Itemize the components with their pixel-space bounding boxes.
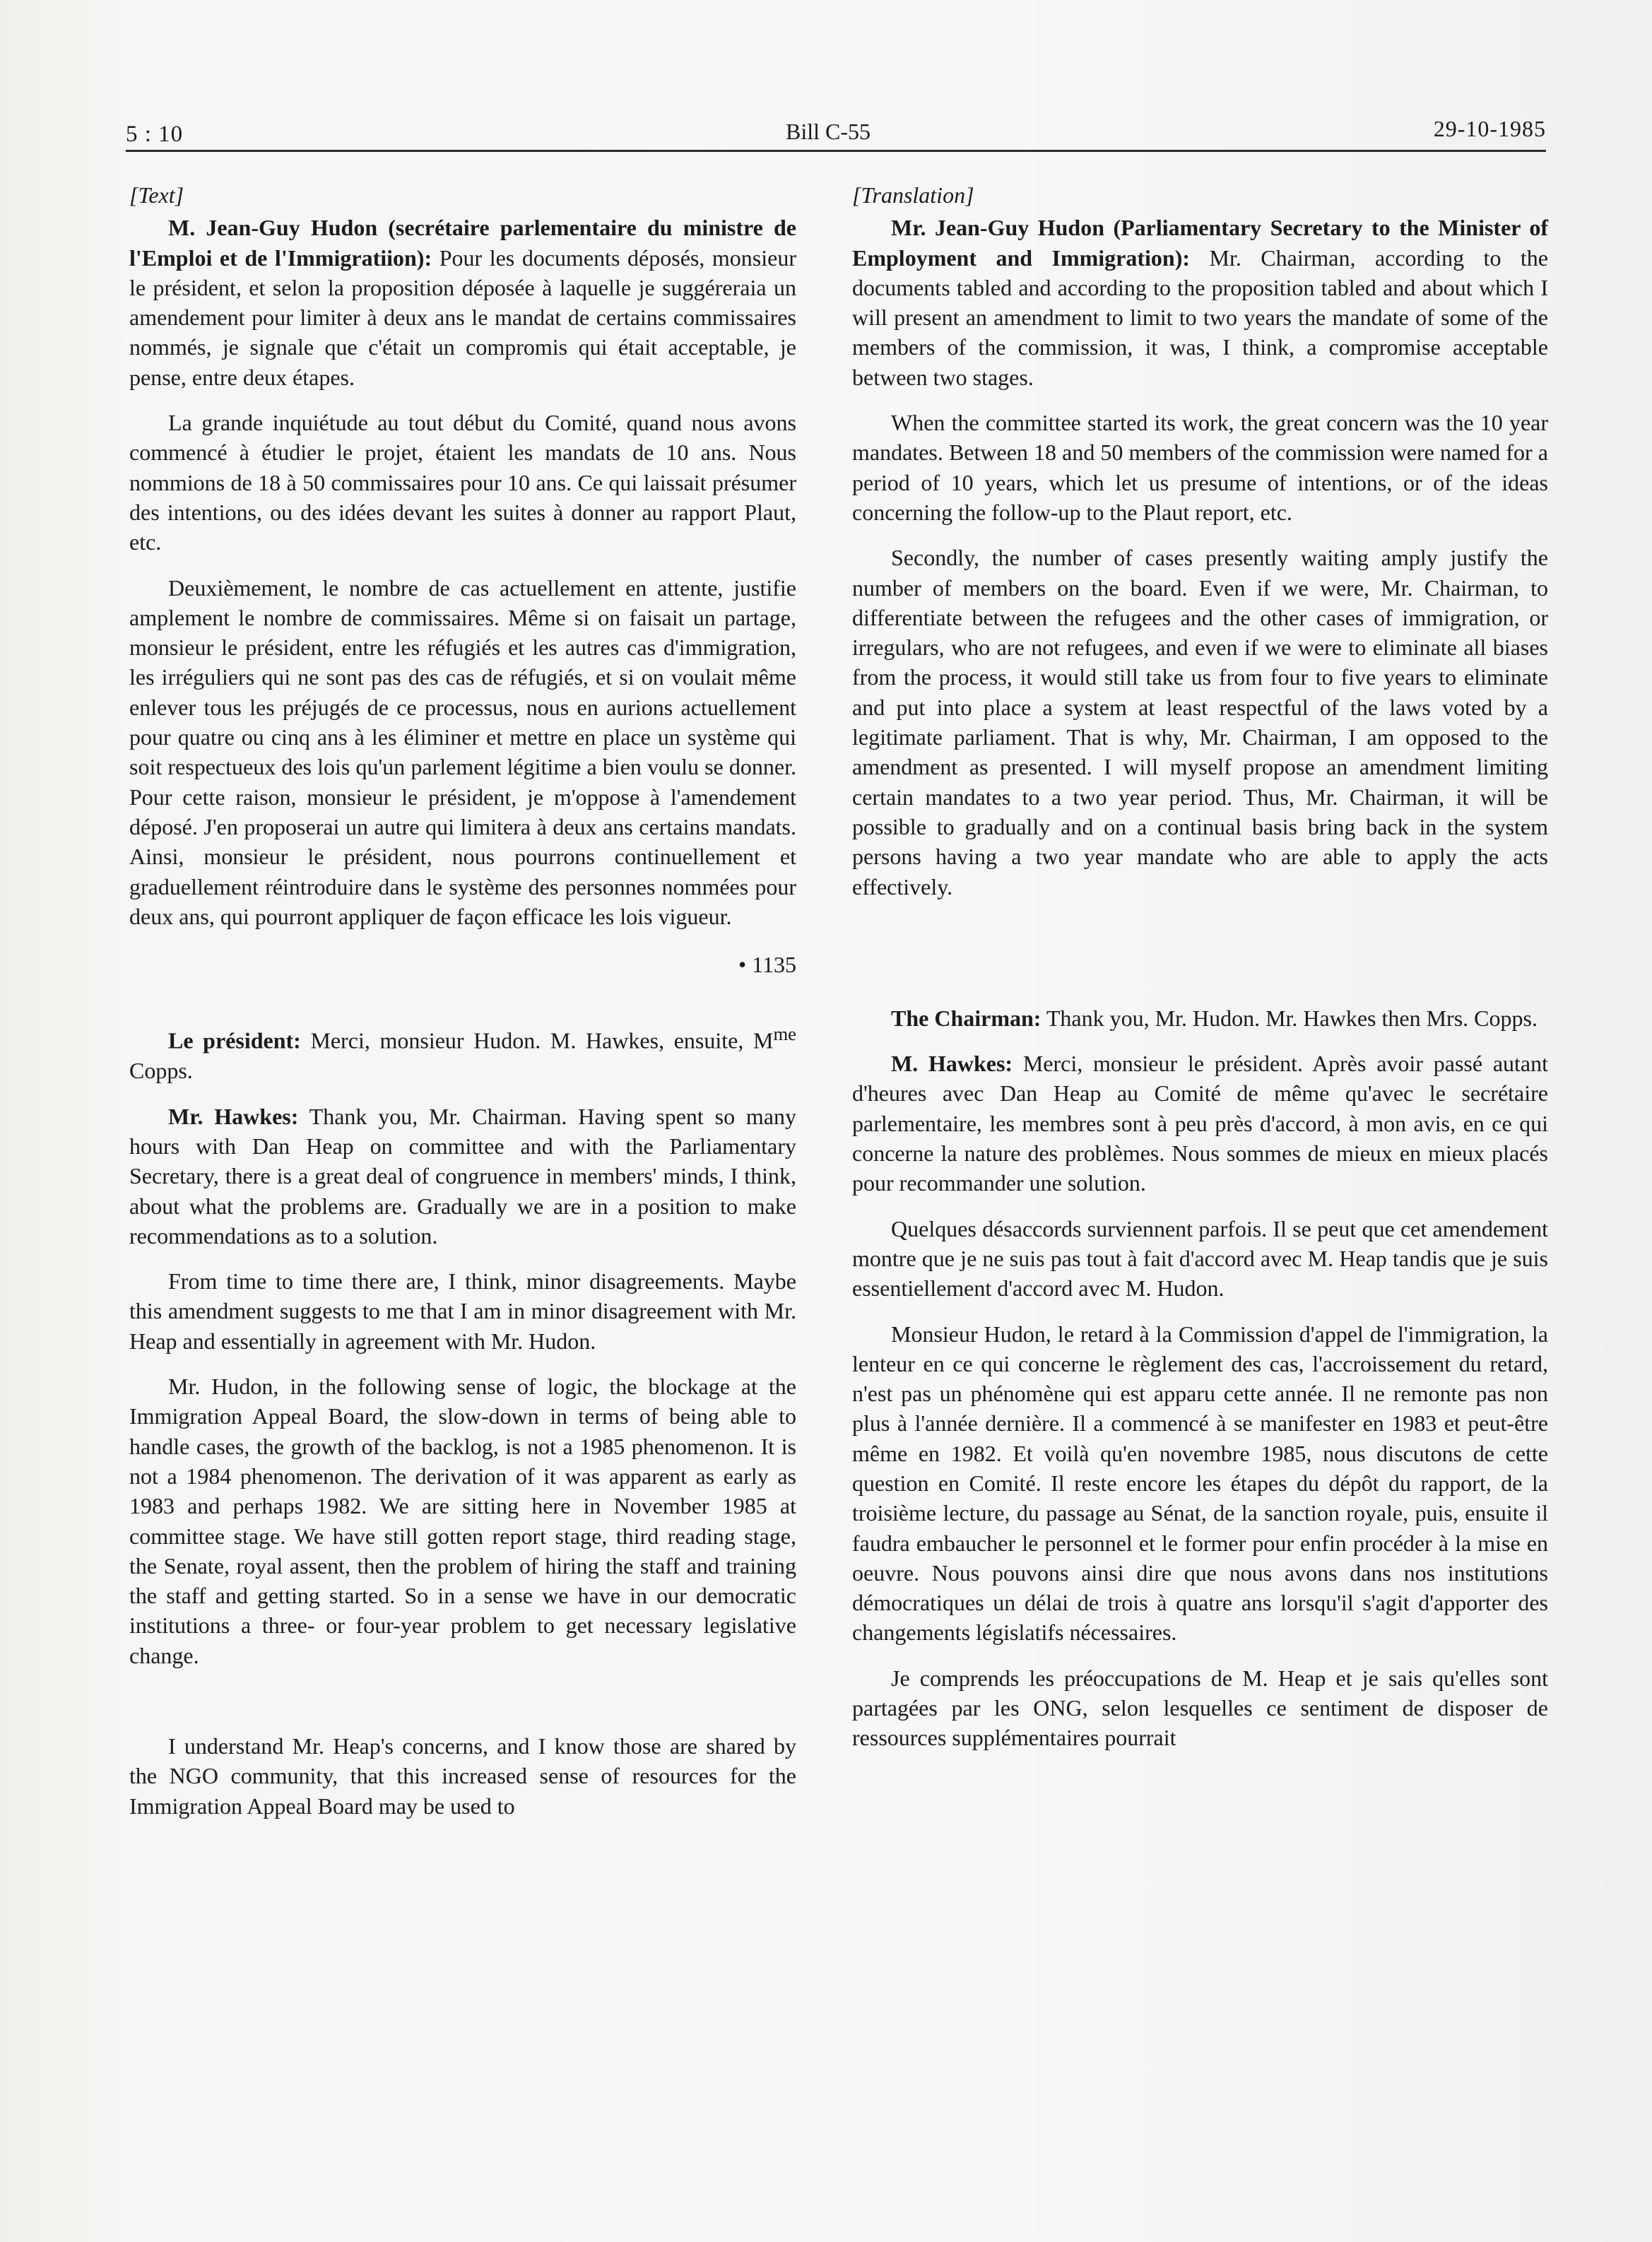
header-rule [126,150,1546,152]
right-column [852,180,1548,1769]
paragraph-text: Thank you, Mr. Chairman. Having spent so many hours with Dan Heap on committee and with the Parliamentary Secretary, there is a great deal of congruence in members' minds, I think, about what the problems are. Gradually we are in a position to make recommendations as to a solution. [129,1103,797,1249]
paragraph: La grande inquiétude au tout début du Comité, quand nous avons commencé à étudier le projet, étaient les mandats de 10 ans. Nous nommions de 18 à 50 commissaires pour 10 ans. Ce qui laissait présumer des intentions, ou des idées devant les suites à donner au rapport Plaut, etc. [129,410,796,555]
paragraph: Mr. Hudon, in the following sense of logic, the blockage at the Immigration Appeal Board, the slow-down in terms of being able to handle cases, the growth of the backlog, is not a 1985 phenomenon. It is not a 1984 phenomenon. The derivation of it was apparent as early as 1983 and perhaps 1982. We are sitting here in November 1985 at committee stage. We have still gotten report stage, third reading stage, the Senate, royal assent, then the problem of hiring the staff and training the staff and getting started. So in a sense we have in our democratic institutions a three- or four-year problem to get necessary legislative change. [129,1374,796,1668]
paragraph: Monsieur Hudon, le retard à la Commission d'appel de l'immigration, la lenteur en ce qui concerne le règlement des cas, l'accroissement du retard, n'est pas un phénomène qui est apparu cette année. Il ne remonte pas non plus à l'année dernière. Il a commencé à se manifester en 1983 et peut-être même en 1982. Et voilà qu'en novembre 1985, nous discutons de cette question en Comité. Il reste encore les étapes du dépôt du rapport, de la troisième lecture, du passage au Sénat, de la sanction royale, puis, ensuite il faudra embaucher le personnel et le former pour enfin procéder à la mise en oeuvre. Nous pouvons ainsi dire que nous avons dans nos institutions démocratiques un délai de trois à quatre ans lorsqu'il s'agit d'apporter des changements législatifs nécessaires. [852,1321,1548,1646]
paragraph: Quelques désaccords surviennent parfois. Il se peut que cet amendement montre que je ne suis pas tout à fait d'accord avec M. Heap tandis que je suis essentiellement d'accord avec M. Hudon. [852,1215,1548,1302]
paragraph [852,213,1548,392]
speaker-name: Mr. Jean-Guy Hudon (Parliamentary Secretary to the Minister of Employment and Immigration): [852,215,1548,271]
page-header [126,112,1546,154]
speaker-name: Le président: [168,1028,301,1054]
paragraph: Deuxièmement, le nombre de cas actuellement en attente, justifie amplement le nombre de commissaires. Même si on faisait un partage, monsieur le président, entre les réfugiés et les autres cas d'immigration, les irréguliers qui ne sont pas des cas de réfugiés, et si on voulait même enlever tous les préjugés de ce processus, nous en aurions actuellement pour quatre ou cinq ans à les éliminer et mettre en place un système qui soit respectueux des lois qu'un parlement légitime a bien voulu se donner. Pour cette raison, monsieur le président, je m'oppose à l'amendement déposé. J'en proposerai un autre qui limitera à deux ans certains mandats. Ainsi, monsieur le président, nous pourrons continuellement et graduellement réintroduire dans le système des personnes nommées pour deux ans, qui pourront appliquer de façon efficace les lois vigueur. [129,574,796,929]
page-number: 5 : 10 [126,122,184,147]
paragraph: From time to time there are, I think, minor disagreements. Maybe this amendment suggests to me that I am in minor disagreement with Mr. Heap and essentially in agreement with Mr. Hudon. [129,1268,796,1354]
left-column [129,180,796,1836]
paragraph: I understand Mr. Heap's concerns, and I know those are shared by the NGO community, that this increased sense of resources for the Immigration Appeal Board may be used to [129,1733,796,1819]
bill-title: Bill C-55 [786,119,871,144]
speaker-name: The Chairman: [891,1005,1042,1031]
paragraph [129,1019,796,1085]
paragraph [852,1049,1548,1198]
paragraph: Je comprends les préoccupations de M. Heap et je sais qu'elles sont partagées par les ONG, selon lesquelles ce sentiment de disposer de ressources supplémentaires pourrait [852,1665,1548,1751]
paragraph [129,213,796,392]
text-tag: [Text] [129,182,184,208]
paragraph: Secondly, the number of cases presently waiting amply justify the number of members on the board. Even if we were, Mr. Chairman, to differentiate between the refugees and the other cases of immigration, or irregulars, who are not refugees, and even if we were to eliminate all biases from the process, it would still take us from four to five years to eliminate and put into place a system at least respectful of the laws voted by a legitimate parliament. That is why, Mr. Chairman, I am opposed to the amendment as presented. I will myself propose an amendment limiting certain mandates to a two year period. Thus, Mr. Chairman, it will be possible to gradually and on a continual basis bring back in the system persons having a two year mandate who are able to apply the acts effectively. [852,545,1548,899]
speaker-name: M. Jean-Guy Hudon (secrétaire parlementaire du ministre de l'Emploi et de l'Immigratiion): [129,215,796,271]
paragraph [129,1102,796,1251]
spacer [852,917,1548,1003]
paragraph: When the committee started its work, the great concern was the 10 year mandates. Between 18 and 50 members of the commission were named for a period of 10 years, which let us presume of intentions, or of the ideas concerning the follow-up to the Plaut report, etc. [852,410,1548,525]
page-date: 29-10-1985 [1433,116,1546,141]
timestamp-marker: • 1135 [738,952,796,978]
paragraph [852,1003,1548,1033]
paragraph-text: Mr. Chairman, according to the documents tabled and according to the proposition tabled and about which I will present an amendment to limit to two years the mandate of some of the members of the commission, it was, I think, a compromise acceptable between two stages. [852,244,1549,390]
paragraph-text: Thank you, Mr. Hudon. Mr. Hawkes then Mrs. Copps. [1041,1005,1538,1031]
translation-tag: [Translation] [852,182,974,208]
superscript: me [773,1023,797,1045]
spacer [129,1686,796,1731]
speaker-name: Mr. Hawkes: [168,1103,299,1129]
paragraph-text: Merci, monsieur Hudon. M. Hawkes, ensuite, M [300,1028,774,1054]
paragraph-text: Pour les documents déposés, monsieur le président, et selon la proposition déposée à laquelle je suggéreraia un amendement pour limiter à deux ans le mandat de certains commissaires nommés, je signale que c'était un compromis qui était acceptable, je pense, entre deux étapes. [129,244,797,390]
paragraph-text: Copps. [129,1058,193,1084]
paragraph-text: Merci, monsieur le président. Après avoir passé autant d'heures avec Dan Heap au Comité de même qu'avec le secrétaire parlementaire, les membres sont à peu près d'accord, à mon avis, en ce qui concerne la nature des problèmes. Nous sommes de mieux en mieux placés pour recommander une solution. [852,1051,1548,1196]
speaker-name: M. Hawkes: [891,1051,1013,1077]
